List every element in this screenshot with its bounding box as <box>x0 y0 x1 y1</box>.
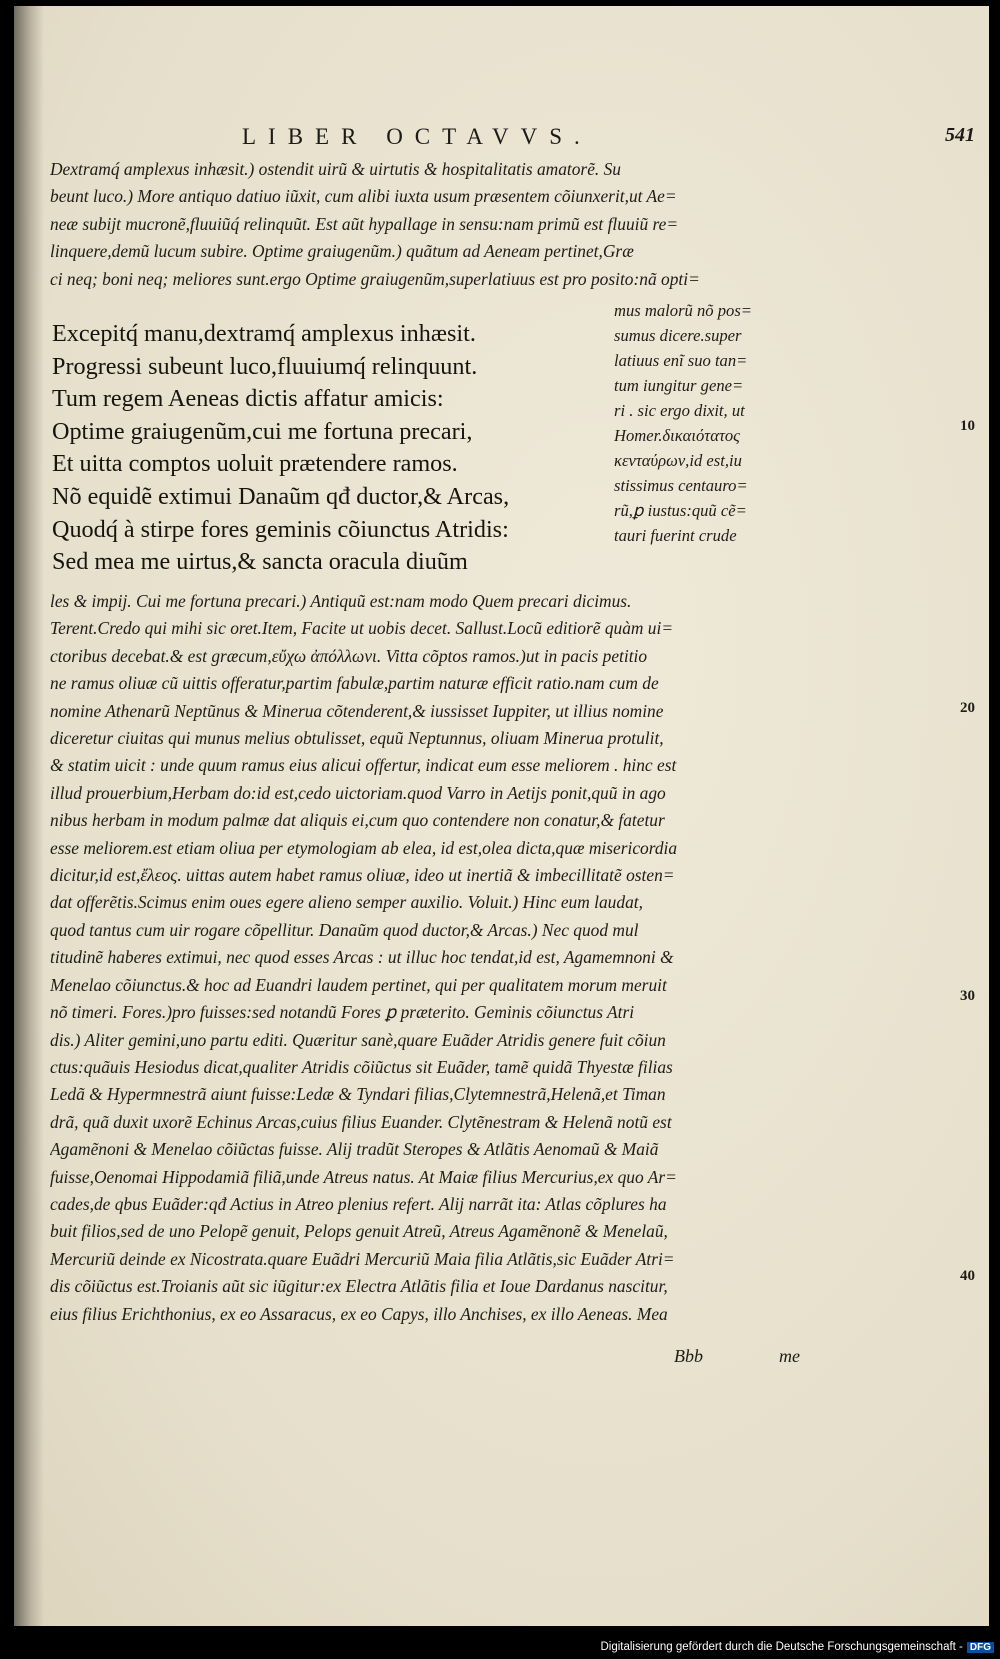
line-number-marker: 20 <box>960 700 975 716</box>
running-title: LIBER OCTAVVS. <box>242 124 592 149</box>
commentary-line: dat offerẽtis.Scimus enim oues egere alieno semper auxilio. Voluit.) Hinc eum laudat, <box>50 892 643 913</box>
gloss-line: Homer.δικαιότατος <box>614 426 740 445</box>
commentary-top <box>50 156 810 293</box>
gloss-line: sumus dicere.super <box>614 326 742 345</box>
commentary-line: drã, quã duxit uxorẽ Echinus Arcas,cuius filius Euander. Clytẽnestram & Helenã notũ est <box>50 1111 672 1132</box>
book-page <box>14 6 989 1626</box>
commentary-line: linquere,demũ lucum subire. Optime graiugenũm.) quãtum ad Aeneam pertinet,Græ <box>50 241 634 262</box>
commentary-line: Ledã & Hypermnestrã aiunt fuisse:Ledæ & Tyndari filias,Clytemnestrã,Helenã,et Timan <box>50 1084 666 1105</box>
catchword: me <box>779 1346 800 1366</box>
commentary-line: quod tantus cum uir rogare cõpellitur. Danaũm quod ductor,& Arcas.) Nec quod mul <box>50 919 639 940</box>
verse-line: Progressi subeunt luco,fluuiumq́ relinquunt. <box>52 352 478 380</box>
commentary-line: nomine Athenarũ Neptũnus & Minerua cõtenderent,& iussisset Iuppiter, ut illius nomine <box>50 700 664 721</box>
verse-line: Et uitta comptos uoluit prætendere ramos. <box>52 450 458 478</box>
line-number-marker: 10 <box>960 418 975 434</box>
commentary-line: Menelao cõiunctus.& hoc ad Euandri laudem pertinet, qui per qualitatem morum meruit <box>50 974 667 995</box>
commentary-line: ctus:quãuis Hesiodus dicat,qualiter Atridis cõiũctus sit Euãder, tamẽ quidã Thyestæ filias <box>50 1056 673 1077</box>
commentary-line: buit filios,sed de uno Pelopẽ genuit, Pelops genuit Atreũ, Atreus Agamẽnonẽ & Menelaũ, <box>50 1221 668 1242</box>
commentary-line: eius filius Erichthonius, ex eo Assaracus, ex eo Capys, illo Anchises, ex illo Aeneas. Mea <box>50 1303 668 1324</box>
commentary-line: cades,de qbus Euãder:qđ Actius in Atreo plenius refert. Alij narrãt ita: Atlas cõplures ha <box>50 1193 667 1214</box>
dfg-logo-icon: DFG <box>967 1642 994 1653</box>
commentary-line: ne ramus oliuæ cũ uittis offeratur,partim fabulæ,partim naturæ efficit ratio.nam cum de <box>50 673 659 694</box>
commentary-line: dicitur,id est,ἔλεος. uittas autem habet ramus oliuæ, ideo ut inertiã & imbecillitatẽ osten= <box>50 865 675 886</box>
commentary-line: Agamẽnoni & Menelao cõiũctas fuisse. Alij tradũt Steropes & Atlãtis Aenomaũ & Maiã <box>50 1139 659 1160</box>
folio-number: 541 <box>945 124 975 146</box>
gloss-line: tauri fuerint crude <box>614 526 737 545</box>
commentary-line: ci neq; boni neq; meliores sunt.ergo Optime graiugenũm,superlatiuus est pro posito:nã opti= <box>50 268 700 289</box>
commentary-line: diceretur ciuitas qui munus melius obtulisset, equũ Neptunnus, oliuam Minerua protulit, <box>50 728 664 749</box>
gloss-line: mus malorũ nõ pos= <box>614 301 752 320</box>
verse-line: Nõ equidẽ extimui Danaũm qđ ductor,& Arcas, <box>52 482 510 510</box>
gloss-line: stissimus centauro= <box>614 476 748 495</box>
line-number-marker: 40 <box>960 1268 975 1284</box>
credit-text: Digitalisierung gefördert durch die Deutsche Forschungsgemeinschaft - <box>600 1641 963 1653</box>
commentary-line: dis.) Aliter gemini,uno partu editi. Quæritur sanè,quare Euãder Atridis genere fuit cõiun <box>50 1029 666 1050</box>
page-header <box>14 124 989 156</box>
commentary-line: neæ subijt mucronẽ,fluuiũq́ relinquũt. Est aũt hypallage in sensu:nam primũ est fluuiũ re= <box>50 213 679 234</box>
line-number-marker: 30 <box>960 988 975 1004</box>
commentary-line: fuisse,Oenomai Hippodamiã filiã,unde Atreus natus. At Maiæ filius Mercurius,ex quo Ar= <box>50 1166 677 1187</box>
verse-line: Sed mea me uirtus,& sancta oracula diuũm <box>52 548 468 576</box>
commentary-line: illud prouerbium,Herbam do:id est,cedo uictoriam.quod Varro in Aetijs ponit,quũ in ago <box>50 782 666 803</box>
commentary-line: dis cõiũctus est.Troianis aũt sic iũgitur:ex Electra Atlãtis filia et Ioue Dardanus nascitur, <box>50 1276 668 1297</box>
verse-line: Quodq́ à stirpe fores geminis cõiunctus Atridis: <box>52 515 509 543</box>
commentary-line: & statim uicit : unde quum ramus eius alicui offertur, indicat eum esse meliorem . hinc est <box>50 755 677 776</box>
commentary-line: nibus herbam in modum palmæ dat aliquis ei,cum quo contendere non conatur,& fatetur <box>50 810 665 831</box>
gloss-line: latiuus enĩ suo tan= <box>614 351 748 370</box>
commentary-line: les & impij. Cui me fortuna precari.) Antiquũ est:nam modo Quem precari dicimus. <box>50 591 632 611</box>
verse-line: Excepitq́ manu,dextramq́ amplexus inhæsit. <box>52 320 476 347</box>
commentary-line: nõ timeri. Fores.)pro fuisses:sed notandũ Fores ꝑ præterito. Geminis cõiunctus Atri <box>50 1002 635 1023</box>
commentary-line: titudinẽ haberes extimui, nec quod esses Arcas : ut illuc hoc tendat,id est, Agamemnoni & <box>50 947 674 968</box>
verse-line: Optime graiugenũm,cui me fortuna precari, <box>52 417 473 445</box>
commentary-line: ctoribus decebat.& est græcum,εὔχω ἀπόλλωνι. Vitta cõptos ramos.)ut in pacis petitio <box>50 645 648 666</box>
verse-line: Tum regem Aeneas dictis affatur amicis: <box>52 385 444 413</box>
page-gutter-shadow <box>14 6 44 1626</box>
side-gloss <box>614 298 814 548</box>
gloss-line: tum iungitur gene= <box>614 376 744 395</box>
commentary-line: esse meliorem.est etiam oliua per etymologiam ab elea, id est,olea dicta,quæ misericordia <box>50 837 678 858</box>
digitization-credit <box>600 1641 994 1653</box>
gloss-line: ri . sic ergo dixit, ut <box>614 401 745 420</box>
commentary-line: Mercuriũ deinde ex Nicostrata.quare Euãdri Mercuriũ Maia filia Atlãtis,sic Euãder Atri= <box>50 1248 675 1269</box>
commentary-line: beunt luco.) More antiquo datiuo iũxit, cum alibi iuxta usum præsentem cõiunxerit,ut Ae= <box>50 186 677 207</box>
verse-block <box>52 318 632 579</box>
gloss-line: κενταύρων,id est,iu <box>614 451 742 470</box>
commentary-line: Dextramq́ amplexus inhæsit.) ostendit uirũ & uirtutis & hospitalitatis amatorẽ. Su <box>50 159 621 179</box>
commentary-line: Terent.Credo qui mihi sic oret.Item, Facite ut uobis decet. Sallust.Locũ editiorẽ quàm ui= <box>50 618 674 639</box>
signature-mark: Bbb <box>674 1346 703 1366</box>
gloss-line: rũ,ꝑ iustus:quũ cẽ= <box>614 501 747 520</box>
commentary-bottom <box>50 588 810 1328</box>
